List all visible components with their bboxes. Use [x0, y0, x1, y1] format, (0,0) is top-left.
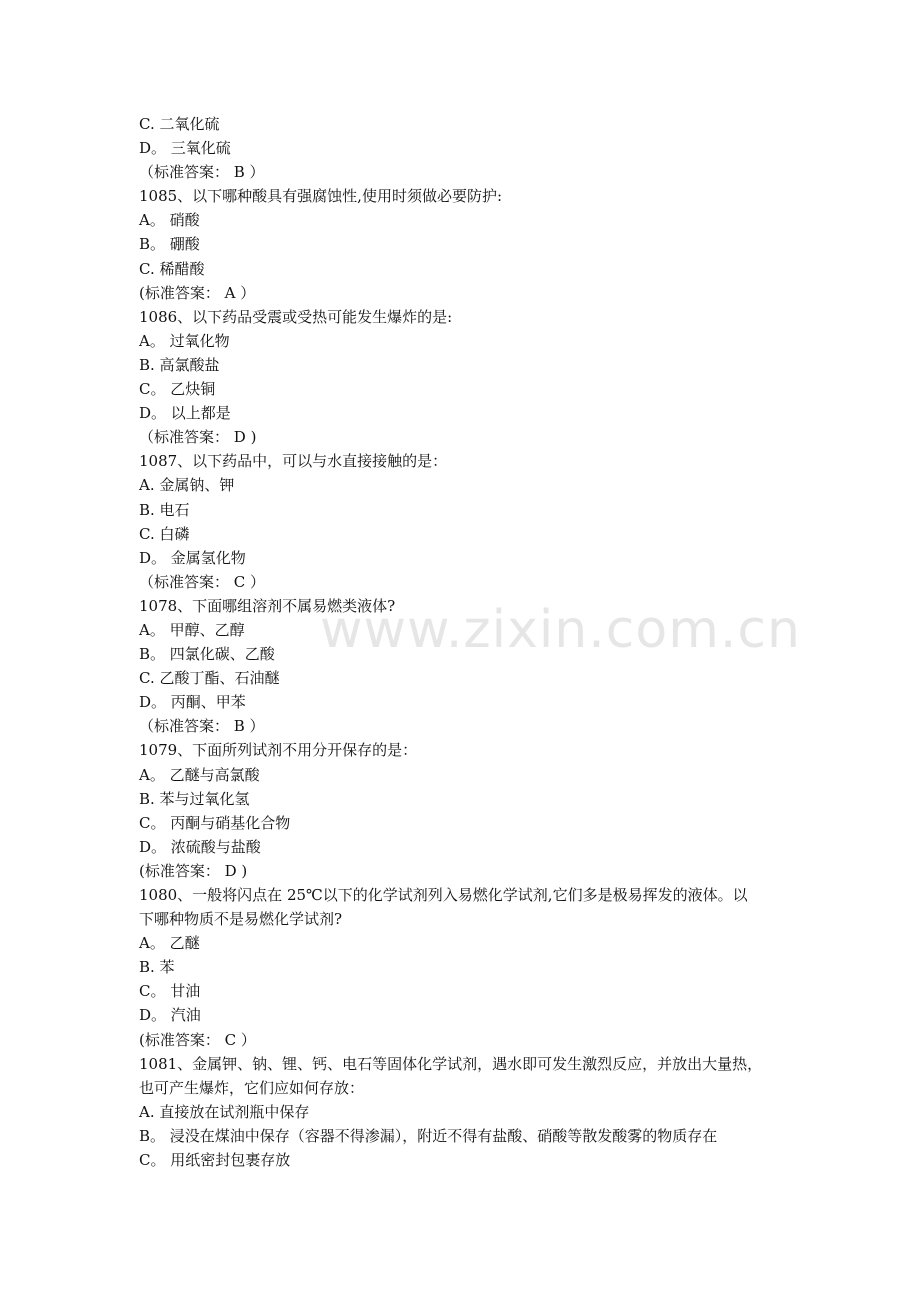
- document-body: [139, 112, 799, 1172]
- answer-line: （标准答案： B ）: [139, 163, 265, 182]
- option-line: D。 金属氢化物: [139, 548, 246, 567]
- option-line: D。 以上都是: [139, 404, 231, 423]
- option-line: C。 用纸密封包裹存放: [139, 1151, 291, 1170]
- answer-line: (标准答案： C ）: [139, 1030, 256, 1049]
- text-line: C. 二氧化硫: [139, 115, 220, 133]
- answer-line: (标准答案： A ）: [139, 283, 256, 302]
- option-line: D。 汽油: [139, 1006, 201, 1025]
- question-line: 1086、以下药品受震或受热可能发生爆炸的是:: [139, 307, 453, 326]
- question-line: 1081、金属钾、钠、锂、钙、电石等固体化学试剂，遇水即可发生激烈反应，并放出大量热，: [139, 1054, 763, 1073]
- question-line: 1080、一般将闪点在 25℃以下的化学试剂列入易燃化学试剂,它们多是极易挥发的液体。以: [139, 886, 748, 904]
- option-line: A. 金属钠、钾: [139, 476, 235, 495]
- watermark: www.zixin.com.cn: [320, 600, 801, 660]
- answer-line: （标准答案： B ）: [139, 717, 265, 736]
- option-line: A. 直接放在试剂瓶中保存: [139, 1102, 310, 1121]
- answer-line: （标准答案： C ）: [139, 572, 266, 591]
- question-line: 1079、下面所列试剂不用分开保存的是：: [139, 741, 418, 760]
- option-line: C. 乙酸丁酯、石油醚: [139, 669, 280, 688]
- question-line: 1078、下面哪组溶剂不属易燃类液体?: [139, 596, 396, 615]
- question-line-continued: 下哪种物质不是易燃化学试剂?: [139, 910, 343, 929]
- option-line: B。 浸没在煤油中保存（容器不得渗漏），附近不得有盐酸、硝酸等散发酸雾的物质存在: [139, 1126, 718, 1145]
- question-line: 1087、以下药品中，可以与水直接接触的是：: [139, 452, 448, 471]
- question-line: 1085、以下哪种酸具有强腐蚀性,使用时须做必要防护:: [139, 187, 502, 206]
- option-line: A。 过氧化物: [139, 331, 230, 350]
- option-line: C. 稀醋酸: [139, 259, 205, 278]
- answer-line: (标准答案： D ): [139, 861, 248, 880]
- answer-line: （标准答案： D ): [139, 428, 257, 447]
- option-line: C. 白磷: [139, 524, 190, 543]
- option-line: A。 甲醇、乙醇: [139, 620, 245, 639]
- option-line: C。 丙酮与硝基化合物: [139, 813, 291, 832]
- option-line: A。 乙醚: [139, 934, 200, 953]
- option-line: B. 高氯酸盐: [139, 355, 220, 374]
- option-line: C。 乙炔铜: [139, 380, 216, 399]
- question-line-continued: 也可产生爆炸，它们应如何存放：: [139, 1078, 365, 1097]
- option-line: B。 硼酸: [139, 235, 200, 254]
- option-line: B. 苯: [139, 958, 175, 977]
- option-line: B。 四氯化碳、乙酸: [139, 645, 275, 664]
- option-line: B. 电石: [139, 500, 190, 519]
- option-line: D。 浓硫酸与盐酸: [139, 837, 261, 856]
- option-line: D。 丙酮、甲苯: [139, 693, 246, 712]
- option-line: C。 甘油: [139, 982, 201, 1001]
- option-line: A。 硝酸: [139, 211, 200, 230]
- option-line: B. 苯与过氧化氢: [139, 789, 250, 808]
- option-line: A。 乙醚与高氯酸: [139, 765, 260, 784]
- text-line: D。 三氧化硫: [139, 139, 231, 158]
